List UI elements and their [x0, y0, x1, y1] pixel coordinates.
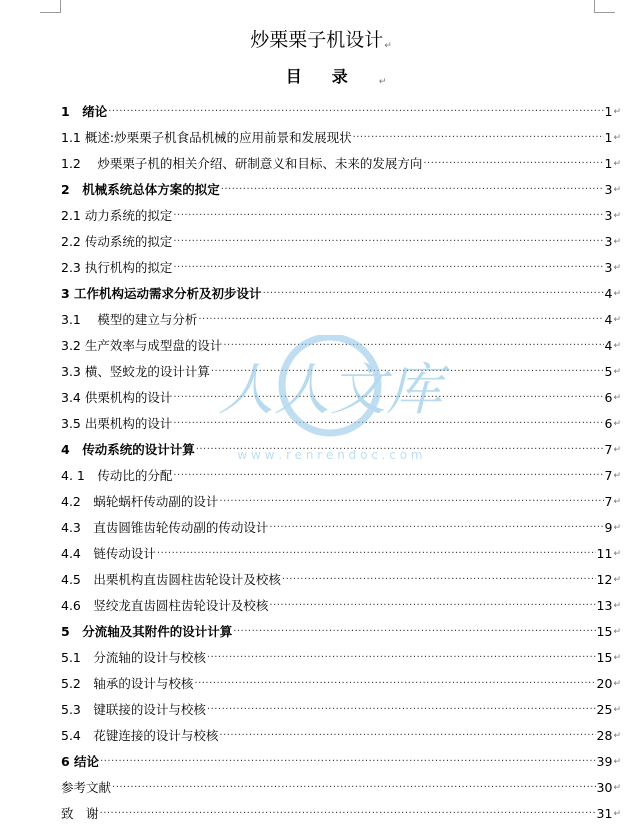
toc-entry-page-number: 11	[596, 546, 613, 561]
toc-entry[interactable]	[61, 639, 621, 665]
toc-entry-page-number: 4	[604, 312, 613, 327]
toc-entry[interactable]	[61, 795, 621, 821]
toc-entry-page-number: 3	[604, 234, 613, 249]
toc-dot-leader	[173, 469, 603, 483]
paragraph-mark-icon: ↵	[613, 679, 621, 689]
toc-entry[interactable]	[61, 327, 621, 353]
paragraph-mark-icon: ↵	[613, 549, 621, 559]
margin-corner-mark-right	[594, 0, 615, 13]
toc-entry-label: 3.5 出栗机构的设计	[61, 416, 173, 431]
toc-dot-leader	[196, 443, 604, 457]
toc-entry[interactable]	[61, 691, 621, 717]
table-of-contents	[61, 93, 621, 821]
toc-entry-page-number: 3	[604, 260, 613, 275]
toc-entry-page-number: 39	[596, 754, 613, 769]
paragraph-mark-icon: ↵	[613, 289, 621, 299]
toc-dot-leader	[207, 651, 596, 665]
toc-entry-label: 2.1 动力系统的拟定	[61, 208, 173, 223]
paragraph-mark-icon: ↵	[613, 731, 621, 741]
toc-entry-page-number: 1	[604, 130, 613, 145]
paragraph-mark-icon: ↵	[613, 211, 621, 221]
paragraph-mark-icon: ↵	[613, 705, 621, 715]
toc-entry-label: 5.1 分流轴的设计与校核	[61, 650, 206, 665]
toc-entry[interactable]	[61, 197, 621, 223]
paragraph-mark-icon: ↵	[613, 627, 621, 637]
paragraph-mark-icon: ↵	[613, 575, 621, 585]
toc-entry-page-number: 9	[604, 520, 613, 535]
toc-dot-leader	[269, 599, 595, 613]
toc-entry[interactable]	[61, 353, 621, 379]
toc-entry[interactable]	[61, 483, 621, 509]
paragraph-mark-icon: ↵	[613, 159, 621, 169]
toc-entry-label: 4.2 蜗轮蜗杆传动副的设计	[61, 494, 219, 509]
toc-entry-label: 3.1 模型的建立与分析	[61, 312, 198, 327]
toc-heading-text: 目录	[285, 67, 378, 86]
toc-entry[interactable]	[61, 431, 621, 457]
paragraph-mark-icon: ↵	[613, 263, 621, 273]
toc-entry-page-number: 4	[604, 338, 613, 353]
toc-dot-leader	[263, 287, 604, 301]
toc-entry-label: 参考文献	[61, 780, 112, 795]
toc-dot-leader	[269, 521, 603, 535]
toc-entry[interactable]	[61, 457, 621, 483]
toc-entry[interactable]	[61, 275, 621, 301]
toc-entry-page-number: 1	[604, 104, 613, 119]
toc-dot-leader	[157, 547, 596, 561]
toc-entry-page-number: 20	[596, 676, 613, 691]
paragraph-mark-icon: ↵	[613, 419, 621, 429]
toc-entry-label: 4.5 出栗机构直齿圆柱齿轮设计及校核	[61, 572, 281, 587]
toc-dot-leader	[100, 807, 596, 821]
toc-dot-leader	[219, 729, 595, 743]
paragraph-mark-icon: ↵	[613, 471, 621, 481]
toc-dot-leader	[194, 677, 595, 691]
toc-entry-page-number: 7	[604, 468, 613, 483]
toc-entry[interactable]	[61, 717, 621, 743]
paragraph-mark-icon: ↵	[613, 445, 621, 455]
toc-entry-page-number: 15	[596, 650, 613, 665]
toc-dot-leader	[353, 131, 604, 145]
margin-corner-mark-left	[40, 0, 61, 13]
toc-entry-page-number: 3	[604, 208, 613, 223]
toc-entry-label: 4 传动系统的设计计算	[61, 442, 195, 457]
toc-entry-page-number: 25	[596, 702, 613, 717]
toc-entry-page-number: 6	[604, 390, 613, 405]
toc-dot-leader	[223, 339, 603, 353]
toc-dot-leader	[173, 391, 603, 405]
toc-entry-label: 5.4 花键连接的设计与校核	[61, 728, 219, 743]
toc-entry-label: 2.2 传动系统的拟定	[61, 234, 173, 249]
toc-dot-leader	[173, 417, 603, 431]
toc-entry-label: 1.1 概述:炒栗栗子机食品机械的应用前景和发展现状	[61, 130, 352, 145]
toc-entry-label: 5 分流轴及其附件的设计计算	[61, 624, 233, 639]
paragraph-mark-icon: ↵	[613, 653, 621, 663]
toc-entry-label: 4. 1 传动比的分配	[61, 468, 173, 483]
toc-entry[interactable]	[61, 743, 621, 769]
paragraph-mark-icon: ↵	[613, 185, 621, 195]
paragraph-mark-icon: ↵	[613, 809, 621, 819]
toc-entry-page-number: 5	[604, 364, 613, 379]
toc-heading	[0, 64, 642, 87]
toc-entry[interactable]	[61, 119, 621, 145]
toc-dot-leader	[112, 781, 596, 795]
document-title-text: 炒栗栗子机设计	[250, 29, 384, 51]
toc-entry[interactable]	[61, 665, 621, 691]
paragraph-mark-icon: ↵	[613, 315, 621, 325]
watermark-url-text: w w w . r e n r e n d o c . c o m	[237, 448, 423, 462]
toc-entry[interactable]	[61, 223, 621, 249]
toc-entry-page-number: 28	[596, 728, 613, 743]
toc-entry[interactable]	[61, 249, 621, 275]
paragraph-mark-icon: ↵	[613, 107, 621, 117]
toc-entry-label: 致 谢	[61, 806, 99, 821]
toc-dot-leader	[282, 573, 596, 587]
toc-entry-label: 4.3 直齿圆锥齿轮传动副的传动设计	[61, 520, 269, 535]
toc-dot-leader	[173, 209, 603, 223]
toc-entry[interactable]	[61, 301, 621, 327]
toc-entry-label: 4.6 竖绞龙直齿圆柱齿轮设计及校核	[61, 598, 269, 613]
toc-dot-leader	[219, 495, 603, 509]
toc-entry-label: 1.2 炒栗栗子机的相关介绍、研制意义和目标、未来的发展方向	[61, 156, 423, 171]
toc-entry-page-number: 6	[604, 416, 613, 431]
toc-entry[interactable]	[61, 769, 621, 795]
toc-entry-label: 3.4 供栗机构的设计	[61, 390, 173, 405]
toc-entry-label: 4.4 链传动设计	[61, 546, 156, 561]
toc-entry-page-number: 15	[596, 624, 613, 639]
toc-dot-leader	[423, 157, 603, 171]
toc-entry-page-number: 31	[596, 806, 613, 821]
toc-dot-leader	[221, 183, 604, 197]
toc-entry-page-number: 12	[596, 572, 613, 587]
toc-entry-label: 2 机械系统总体方案的拟定	[61, 182, 220, 197]
paragraph-mark-icon: ↵	[613, 601, 621, 611]
toc-entry-page-number: 13	[596, 598, 613, 613]
toc-dot-leader	[173, 261, 603, 275]
toc-entry[interactable]	[61, 379, 621, 405]
toc-entry-page-number: 30	[596, 780, 613, 795]
paragraph-mark-icon: ↵	[384, 41, 392, 51]
paragraph-mark-icon: ↵	[613, 341, 621, 351]
toc-entry-label: 1 绪论	[61, 104, 108, 119]
paragraph-mark-icon: ↵	[613, 783, 621, 793]
toc-dot-leader	[198, 313, 603, 327]
toc-entry-page-number: 7	[604, 442, 613, 457]
toc-entry-label: 3 工作机构运动需求分析及初步设计	[61, 286, 262, 301]
toc-dot-leader	[100, 755, 595, 769]
toc-entry-page-number: 3	[604, 182, 613, 197]
toc-entry-label: 3.2 生产效率与成型盘的设计	[61, 338, 223, 353]
toc-dot-leader	[211, 365, 604, 379]
toc-entry[interactable]	[61, 535, 621, 561]
toc-entry-label: 3.3 横、竖蛟龙的设计计算	[61, 364, 210, 379]
toc-dot-leader	[173, 235, 603, 249]
paragraph-mark-icon: ↵	[613, 367, 621, 377]
document-title	[0, 25, 642, 52]
paragraph-mark-icon: ↵	[378, 77, 387, 87]
toc-entry-page-number: 4	[604, 286, 613, 301]
paragraph-mark-icon: ↵	[613, 497, 621, 507]
toc-entry[interactable]	[61, 587, 621, 613]
toc-entry-label: 5.3 键联接的设计与校核	[61, 702, 206, 717]
paragraph-mark-icon: ↵	[613, 133, 621, 143]
toc-entry[interactable]	[61, 509, 621, 535]
toc-dot-leader	[108, 105, 603, 119]
paragraph-mark-icon: ↵	[613, 523, 621, 533]
toc-entry-page-number: 7	[604, 494, 613, 509]
toc-entry-label: 5.2 轴承的设计与校核	[61, 676, 194, 691]
paragraph-mark-icon: ↵	[613, 237, 621, 247]
toc-entry-page-number: 1	[604, 156, 613, 171]
toc-entry[interactable]	[61, 613, 621, 639]
paragraph-mark-icon: ↵	[613, 757, 621, 767]
watermark-brand-text: 人人文库	[218, 358, 442, 423]
toc-entry[interactable]	[61, 561, 621, 587]
toc-dot-leader	[233, 625, 595, 639]
toc-entry[interactable]	[61, 405, 621, 431]
toc-entry[interactable]	[61, 145, 621, 171]
toc-entry-label: 6 结论	[61, 754, 100, 769]
toc-entry[interactable]	[61, 171, 621, 197]
toc-dot-leader	[207, 703, 596, 717]
toc-entry[interactable]	[61, 93, 621, 119]
paragraph-mark-icon: ↵	[613, 393, 621, 403]
toc-entry-label: 2.3 执行机构的拟定	[61, 260, 173, 275]
